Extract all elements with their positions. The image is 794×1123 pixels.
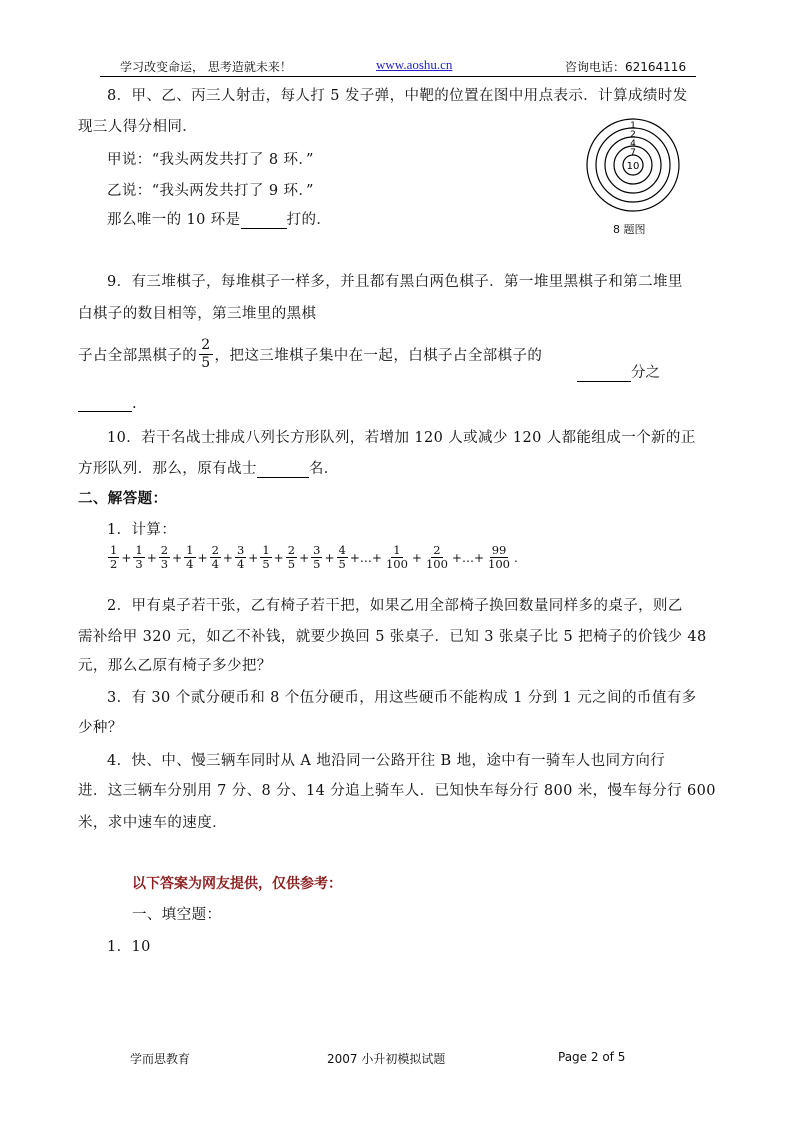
sum-fraction-denominator: 4 [211,557,219,571]
sum-fraction-numerator: 99 [491,543,507,557]
sum-fraction-denominator: 5 [262,557,270,571]
q10-answer-blank [257,463,309,478]
p3-line2: 少种？ [78,720,123,736]
sum-fraction-numerator: 1 [393,543,401,557]
q9-blank-2-line [78,397,132,412]
q8-line5-pre: 那么唯一的 10 环是 [107,212,241,228]
sum-fraction [337,544,348,571]
sum-fraction-denominator: 100 [425,557,448,571]
target-label-4: 4 [630,139,636,149]
sum-operator: + [222,550,233,565]
p4-line2: 进．这三辆车分别用 7 分、8 分、14 分追上骑车人．已知快车每分行 800 米，慢车每分行 600 [78,783,716,799]
p2-line1: 2．甲有桌子若干张，乙有椅子若干把，如果乙用全部椅子换回数量同样多的桌子，则乙 [107,598,683,614]
sum-operator: + [273,550,284,565]
sum-fraction [235,544,246,571]
sum-expression [107,544,519,571]
sum-fraction-numerator: 2 [433,543,441,557]
sum-fraction-denominator: 5 [313,557,321,571]
target-label-2: 2 [630,130,636,140]
q9-line3-post: ，把这三堆棋子集中在一起，白棋子占全部棋子的 [214,348,543,364]
sum-fraction [210,544,221,571]
q9-line3 [78,337,542,372]
section2-title: 二、解答题： [78,491,168,507]
sum-operator: + [324,550,335,565]
p1-label: 1．计算： [107,522,177,538]
target-label-10: 10 [626,161,640,172]
header-divider [100,76,696,77]
q10-line2-pre: 方形队列．那么，原有战士 [78,461,257,477]
sum-fraction [311,544,322,571]
sum-operator: + [146,550,157,565]
sum-fraction-numerator: 1 [262,543,270,557]
q8-line4: 乙说：“我头两发共打了 9 环．” [107,183,314,199]
sum-operator: +…+ [451,550,485,565]
q9-line4-post: . [132,396,137,412]
header-slogan: 学习改变命运， 思考造就未来！ [120,60,292,74]
sum-fraction [260,544,271,571]
q9-line2: 白棋子的数目相等，第三堆里的黑棋 [78,306,317,322]
p4-line3: 米，求中速车的速度． [78,815,227,831]
p3-line1: 3．有 30 个贰分硬币和 8 个伍分硬币，用这些硬币不能构成 1 分到 1 元之间的币值有多 [107,690,697,706]
answers-note: 以下答案为网友提供，仅供参考： [132,876,342,892]
sum-fraction [286,544,297,571]
q8-answer-blank [241,214,287,229]
q10-line1: 10．若干名战士排成八列长方形队列，若增加 120 人或减少 120 人都能组成一个新的正 [107,430,696,446]
target-figure [585,117,681,213]
sum-fraction [384,544,410,571]
sum-operator: +…+ [349,550,382,565]
q9-line3-pre: 子占全部黑棋子的 [78,348,198,364]
sum-operator: + [411,550,422,565]
answers-section: 一、填空题： [132,907,222,923]
footer-page-number: Page 2 of 5 [558,1050,626,1064]
q8-line5 [107,208,331,229]
q9-frac-den: 5 [201,355,211,371]
sum-fraction-numerator: 3 [313,543,321,557]
sum-operator: . [513,550,518,565]
sum-fraction-numerator: 1 [135,543,143,557]
target-label-7: 7 [630,148,636,158]
sum-fraction-denominator: 3 [135,557,143,571]
q8-line1: 8．甲、乙、丙三人射击，每人打 5 发子弹，中靶的位置在图中用点表示．计算成绩时发 [107,88,688,104]
q9-line1: 9．有三堆棋子，每堆棋子一样多，并且都有黑白两色棋子．第一堆里黑棋子和第二堆里 [107,274,683,290]
sum-operator: + [121,550,132,565]
sum-fraction [108,544,119,571]
p4-line1: 4．快、中、慢三辆车同时从 A 地沿同一公路开往 B 地，途中有一骑车人也同方向行 [107,753,666,769]
header-contact: 咨询电话：62164116 [565,60,687,74]
sum-fraction-denominator: 3 [160,557,169,571]
p2-line2: 需补给甲 320 元，如乙不补钱，就要少换回 5 张桌子．已知 3 张桌子比 5 把椅子的价钱少 48 [78,629,707,645]
q9-fraction [199,337,212,372]
q8-line5-post: 打的． [286,212,332,228]
q9-frac-num: 2 [201,337,211,353]
header-url-link[interactable]: www.aoshu.cn [376,57,453,72]
q10-line2 [78,457,339,478]
p2-line3: 元，那么乙原有椅子多少把？ [78,658,272,674]
q9-blank-2 [78,396,137,412]
sum-fraction [486,544,512,571]
sum-fraction-denominator: 4 [236,557,245,571]
target-label-1: 1 [630,121,636,131]
sum-fraction-denominator: 100 [488,557,510,571]
figure-caption: 8 题图 [613,223,646,236]
sum-fraction-numerator: 2 [287,543,296,557]
sum-fraction-denominator: 5 [338,557,346,571]
sum-fraction [184,544,195,571]
q8-line2: 现三人得分相同． [78,119,198,135]
sum-fraction [133,544,144,571]
sum-fraction-denominator: 100 [385,557,408,571]
sum-operator: + [197,550,208,565]
sum-operator: + [172,550,183,565]
sum-operator: + [299,550,310,565]
sum-fraction-denominator: 4 [186,557,194,571]
sum-fraction-numerator: 2 [211,543,219,557]
sum-operator: + [248,550,259,565]
q9-blank-1-line [577,367,631,382]
sum-fraction-numerator: 4 [338,543,346,557]
q9-blank-1 [577,361,660,382]
q9-fen-zhi: 分之 [631,365,660,381]
sum-fraction-numerator: 1 [110,543,118,557]
sum-fraction-numerator: 2 [160,543,169,557]
sum-fraction-numerator: 1 [186,543,194,557]
q10-line2-post: 名． [308,461,339,477]
sum-fraction-denominator: 2 [110,557,118,571]
sum-fraction-denominator: 5 [287,557,296,571]
answer-1: 1．10 [107,939,151,955]
sum-fraction [159,544,170,571]
sum-fraction [424,544,450,571]
q8-line3: 甲说：“我头两发共打了 8 环．” [107,152,314,168]
sum-fraction-numerator: 3 [236,543,245,557]
footer-center: 2007 小升初模拟试题 [327,1052,446,1066]
footer-left: 学而思教育 [130,1052,191,1066]
